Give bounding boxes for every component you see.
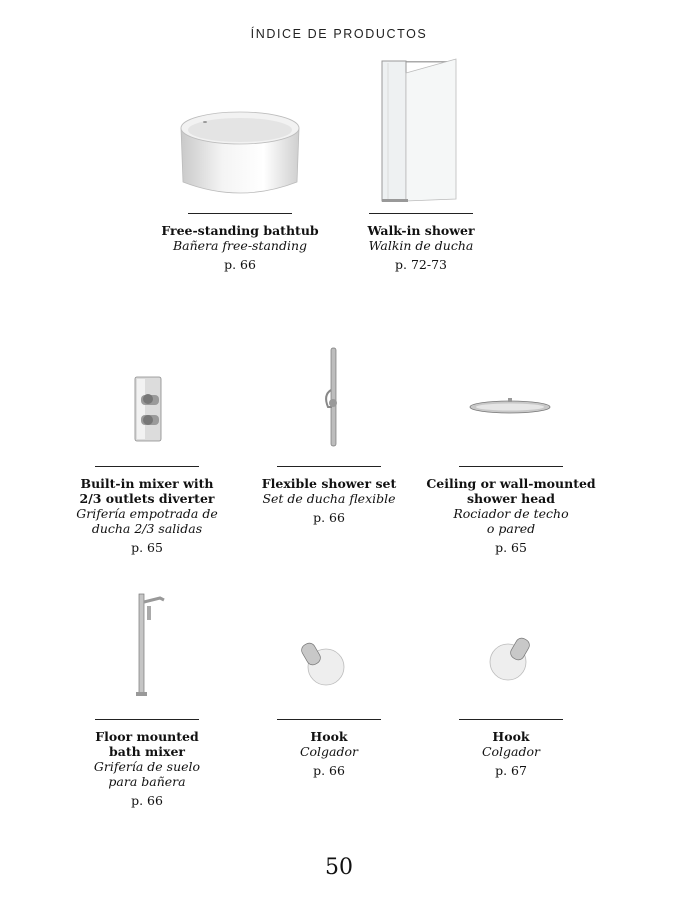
product-subtitle: Grifería empotrada de ducha 2/3 salidas	[76, 506, 218, 536]
product-page-ref: p. 67	[495, 763, 527, 778]
product-page-ref: p. 66	[131, 793, 163, 808]
product-free-standing-bathtub	[145, 213, 335, 272]
divider	[277, 719, 381, 720]
product-page-ref: p. 66	[313, 763, 345, 778]
product-name: Free-standing bathtub	[161, 223, 319, 238]
product-name: Hook	[492, 729, 530, 744]
product-hook-2	[416, 719, 606, 778]
floor-mixer-icon	[128, 588, 173, 703]
divider	[277, 466, 381, 467]
hook-icon	[483, 632, 538, 687]
product-name: Floor mounted bath mixer	[95, 729, 199, 759]
product-page-ref: p. 65	[131, 540, 163, 555]
product-walk-in-shower	[326, 213, 516, 272]
divider	[95, 466, 199, 467]
product-name: Ceiling or wall-mounted shower head	[426, 476, 596, 506]
hand-shower-icon	[318, 345, 348, 450]
hook-icon	[296, 635, 351, 690]
built-in-mixer-icon	[131, 375, 166, 445]
product-page-ref: p. 65	[495, 540, 527, 555]
product-built-in-mixer	[52, 466, 242, 555]
shower-screen-icon	[378, 55, 463, 205]
product-hook-1	[234, 719, 424, 778]
product-subtitle: Grifería de suelo para bañera	[93, 759, 201, 789]
product-flexible-shower-set	[234, 466, 424, 525]
product-subtitle: Bañera free-standing	[172, 238, 308, 253]
page-header: ÍNDICE DE PRODUCTOS	[250, 27, 428, 41]
product-subtitle: Colgador	[299, 744, 359, 759]
product-subtitle: Walkin de ducha	[368, 238, 474, 253]
product-subtitle: Rociador de techo o pared	[453, 506, 569, 536]
shower-head-icon	[468, 397, 553, 417]
product-name: Flexible shower set	[261, 476, 397, 491]
product-name: Hook	[310, 729, 348, 744]
product-floor-mounted-bath-mixer	[52, 719, 242, 808]
divider	[459, 466, 563, 467]
product-page-ref: p. 72-73	[395, 257, 447, 272]
divider	[369, 213, 473, 214]
product-page-ref: p. 66	[224, 257, 256, 272]
product-subtitle: Set de ducha flexible	[262, 491, 396, 506]
divider	[188, 213, 292, 214]
divider	[459, 719, 563, 720]
page-number: 50	[325, 855, 353, 880]
bathtub-icon	[175, 100, 305, 205]
product-page-ref: p. 66	[313, 510, 345, 525]
product-shower-head	[416, 466, 606, 555]
divider	[95, 719, 199, 720]
product-subtitle: Colgador	[481, 744, 541, 759]
product-name: Built-in mixer with 2/3 outlets diverter	[79, 476, 215, 506]
product-name: Walk-in shower	[367, 223, 475, 238]
